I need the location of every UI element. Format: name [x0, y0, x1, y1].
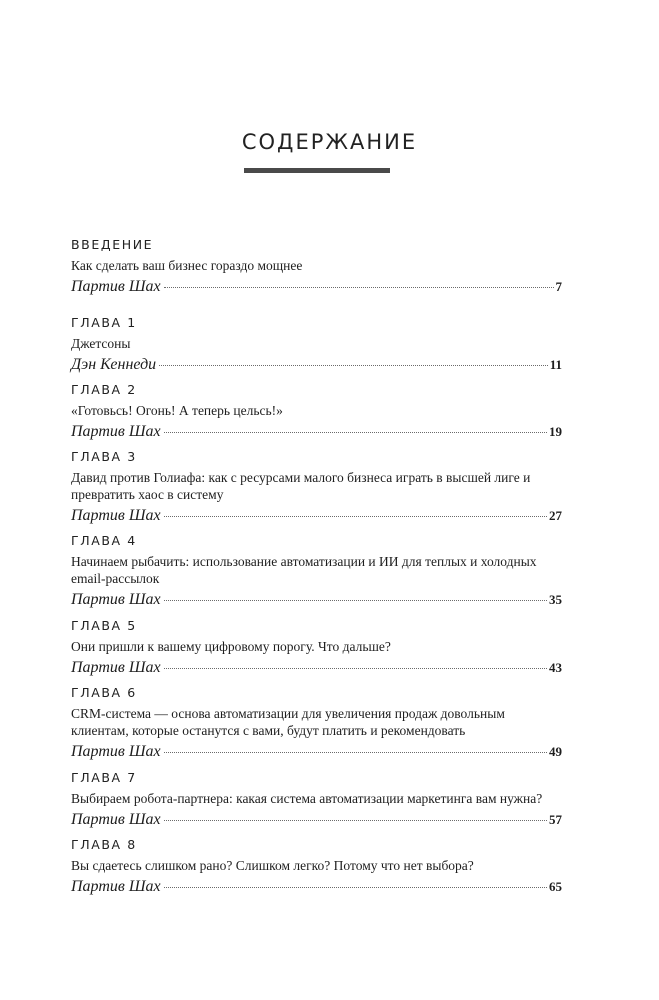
- author-line: [71, 277, 562, 297]
- author-line: [71, 422, 562, 442]
- chapter-author: Партив Шах: [71, 423, 161, 440]
- chapter-title: «Готовьсь! Огонь! А теперь цельсь!»: [71, 403, 283, 418]
- toc-entry-chapter-3[interactable]: [71, 448, 562, 526]
- author-line: [71, 742, 562, 762]
- chapter-title: Давид против Голиафа: как с ресурсами малого бизнеса играть в высшей лиге и превратить хаос в систему: [71, 470, 531, 502]
- chapter-author: Партив Шах: [71, 507, 161, 524]
- toc-entry-chapter-2[interactable]: [71, 381, 562, 442]
- chapter-label: ГЛАВА 8: [71, 837, 137, 852]
- page-number: 57: [549, 812, 562, 827]
- chapter-label: ВВЕДЕНИЕ: [71, 237, 154, 252]
- toc-entry-chapter-8[interactable]: [71, 836, 562, 897]
- page-number: 27: [549, 508, 562, 523]
- page-title: СОДЕРЖАНИЕ: [241, 130, 418, 154]
- page-number: 19: [549, 424, 562, 439]
- chapter-title: Начинаем рыбачить: использование автоматизации и ИИ для теплых и холодных email-рассылок: [71, 554, 537, 586]
- dot-leader: [164, 820, 547, 821]
- author-line: [71, 506, 562, 526]
- toc-entry-introduction[interactable]: [71, 236, 562, 297]
- chapter-label: ГЛАВА 5: [71, 618, 137, 633]
- page-number: 43: [549, 660, 562, 675]
- chapter-author: Партив Шах: [71, 591, 161, 608]
- author-line: [71, 355, 562, 375]
- chapter-label: ГЛАВА 6: [71, 685, 137, 700]
- author-line: [71, 877, 562, 897]
- chapter-title: CRM-система — основа автоматизации для увеличения продаж довольным клиентам, которые останутся с вами, будут платить и рекомендовать: [71, 706, 505, 738]
- chapter-label: ГЛАВА 3: [71, 449, 137, 464]
- chapter-label: ГЛАВА 1: [71, 315, 137, 330]
- title-underline: [244, 168, 390, 173]
- chapter-label: ГЛАВА 2: [71, 382, 137, 397]
- dot-leader: [164, 432, 547, 433]
- dot-leader: [164, 287, 554, 288]
- dot-leader: [164, 887, 547, 888]
- page-number: 35: [549, 592, 562, 607]
- dot-leader: [159, 365, 548, 366]
- chapter-label: ГЛАВА 4: [71, 533, 137, 548]
- chapter-title: Как сделать ваш бизнес гораздо мощнее: [71, 258, 303, 273]
- chapter-author: Партив Шах: [71, 743, 161, 760]
- chapter-author: Партив Шах: [71, 878, 161, 895]
- dot-leader: [164, 600, 547, 601]
- chapter-title: Выбираем робота-партнера: какая система автоматизации маркетинга вам нужна?: [71, 791, 543, 806]
- page-number: 65: [549, 879, 562, 894]
- author-line: [71, 810, 562, 830]
- toc-entry-chapter-1[interactable]: [71, 314, 562, 375]
- page-number: 49: [549, 744, 562, 759]
- chapter-title: Они пришли к вашему цифровому порогу. Что дальше?: [71, 639, 391, 654]
- author-line: [71, 590, 562, 610]
- page-number: 7: [555, 279, 562, 294]
- chapter-author: Партив Шах: [71, 659, 161, 676]
- toc-entry-chapter-4[interactable]: [71, 532, 562, 610]
- author-line: [71, 658, 562, 678]
- chapter-author: Партив Шах: [71, 278, 161, 295]
- toc-entry-chapter-7[interactable]: [71, 769, 562, 830]
- chapter-label: ГЛАВА 7: [71, 770, 137, 785]
- chapter-author: Партив Шах: [71, 811, 161, 828]
- toc-entry-chapter-5[interactable]: [71, 617, 562, 678]
- toc-entry-chapter-6[interactable]: [71, 684, 562, 762]
- dot-leader: [164, 752, 547, 753]
- dot-leader: [164, 668, 547, 669]
- dot-leader: [164, 516, 547, 517]
- chapter-title: Вы сдаетесь слишком рано? Слишком легко? Потому что нет выбора?: [71, 858, 474, 873]
- page-number: 11: [549, 357, 562, 372]
- chapter-title: Джетсоны: [71, 336, 131, 351]
- chapter-author: Дэн Кеннеди: [71, 356, 157, 373]
